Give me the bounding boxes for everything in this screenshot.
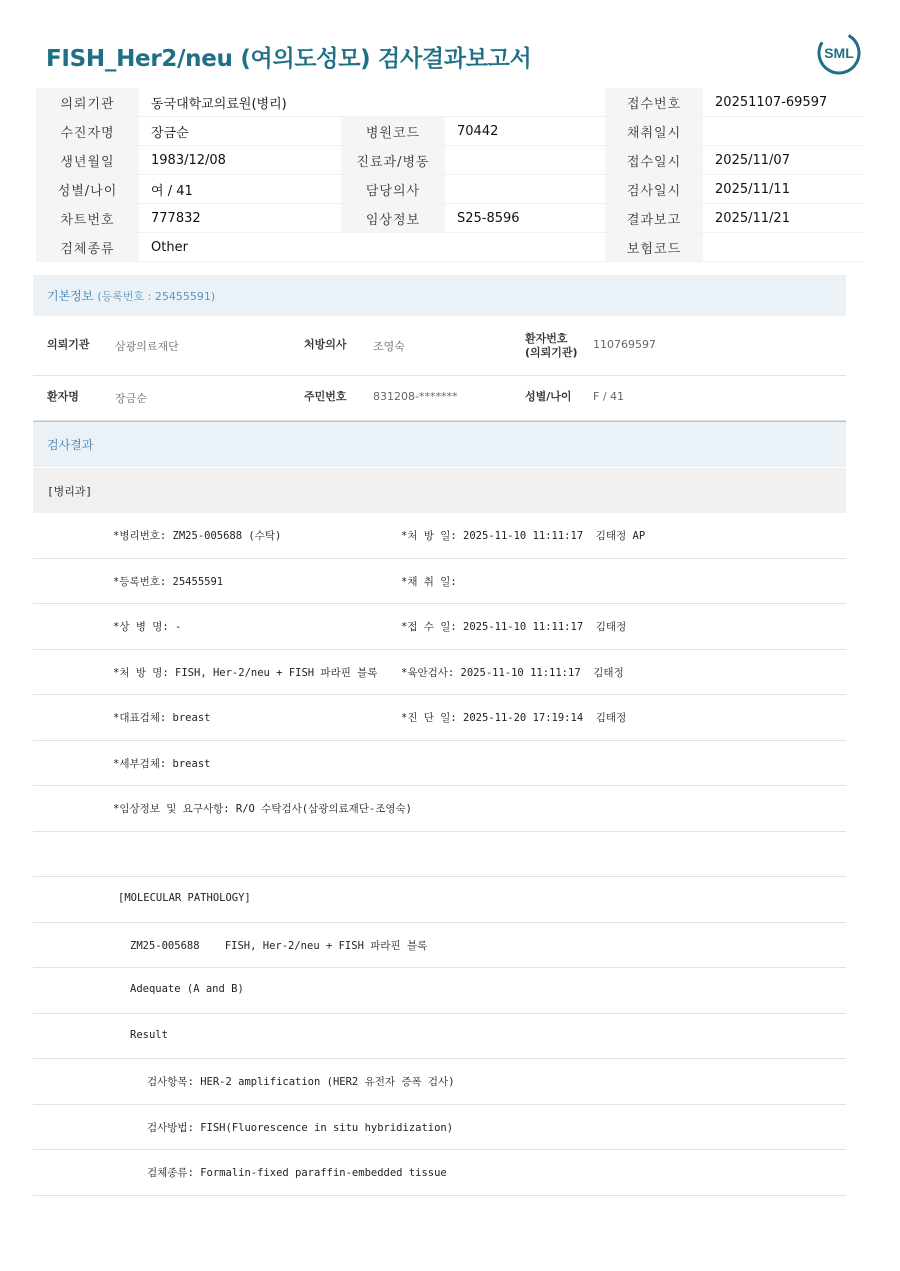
patient-no-value: 110769597 bbox=[593, 338, 656, 351]
result-row bbox=[33, 877, 846, 923]
report-title: FISH_Her2/neu (여의도성모) 검사결과보고서 bbox=[46, 46, 532, 72]
value-department bbox=[445, 146, 605, 175]
value-chart-no: 777832 bbox=[139, 204, 341, 233]
value-receipt-date: 2025/11/07 bbox=[703, 146, 864, 175]
header-row bbox=[36, 117, 864, 146]
result-row bbox=[33, 1105, 846, 1151]
result-row bbox=[33, 923, 846, 969]
header-row bbox=[36, 204, 864, 233]
result-row-right: *진 단 일: 2025-11-20 17:19:14 김태정 bbox=[401, 712, 627, 724]
result-row bbox=[33, 1150, 846, 1196]
label-result-report: 결과보고 bbox=[605, 204, 703, 233]
label-doctor: 담당의사 bbox=[341, 175, 445, 204]
label-receipt-date: 접수일시 bbox=[605, 146, 703, 175]
result-row bbox=[33, 604, 846, 650]
department-heading: [병리과] bbox=[33, 468, 846, 513]
result-row-left: Adequate (A and B) bbox=[130, 983, 244, 995]
rrn-label: 주민번호 bbox=[304, 390, 347, 403]
basic-info-title: 기본정보 bbox=[47, 289, 94, 303]
label-clinical-info: 임상정보 bbox=[341, 204, 445, 233]
result-row-left: *등록번호: 25455591 bbox=[113, 575, 224, 588]
patient-no-label-line1: 환자번호 bbox=[525, 332, 568, 345]
sex-age-value: F / 41 bbox=[593, 390, 625, 403]
result-row-right: *채 취 일: bbox=[401, 575, 457, 588]
label-patient-name: 수진자명 bbox=[36, 117, 139, 146]
result-row-left: Result bbox=[130, 1028, 168, 1041]
label-hospital-code: 병원코드 bbox=[341, 117, 445, 146]
value-insurance-code bbox=[703, 233, 864, 262]
result-row bbox=[33, 741, 846, 787]
rrn-value: 831208-******* bbox=[373, 390, 458, 403]
result-row-left: *처 방 명: FISH, Her-2/neu + FISH 파라핀 블록 bbox=[113, 666, 378, 679]
logo-text: SML bbox=[824, 45, 854, 61]
header-row bbox=[36, 88, 864, 117]
patient-no-label bbox=[525, 332, 578, 360]
result-row-right: *육안검사: 2025-11-10 11:11:17 김태정 bbox=[401, 666, 624, 679]
result-row-left: *병리번호: ZM25-005688 (수탁) bbox=[113, 530, 282, 542]
label-collect-date: 채취일시 bbox=[605, 117, 703, 146]
value-doctor bbox=[445, 175, 605, 204]
value-result-report: 2025/11/21 bbox=[703, 204, 864, 233]
value-collect-date bbox=[703, 117, 864, 146]
basic-info-heading bbox=[33, 275, 846, 316]
result-row bbox=[33, 832, 846, 878]
result-row bbox=[33, 786, 846, 832]
sml-logo bbox=[816, 30, 862, 76]
label-chart-no: 차트번호 bbox=[36, 204, 139, 233]
label-requester: 의뢰기관 bbox=[36, 88, 139, 117]
result-row bbox=[33, 650, 846, 696]
label-birthdate: 생년월일 bbox=[36, 146, 139, 175]
registration-number: (등록번호 : 25455591) bbox=[97, 289, 216, 303]
label-specimen-type: 검체종류 bbox=[36, 233, 139, 262]
value-clinical-info: S25-8596 bbox=[445, 204, 605, 233]
value-hospital-code: 70442 bbox=[445, 117, 605, 146]
basic-info-row-2 bbox=[33, 376, 846, 421]
requester-label: 의뢰기관 bbox=[47, 338, 90, 351]
result-row-left: [MOLECULAR PATHOLOGY] bbox=[118, 892, 251, 904]
value-sex-age: 여 / 41 bbox=[139, 175, 341, 204]
result-row bbox=[33, 968, 846, 1014]
result-row bbox=[33, 559, 846, 605]
result-row-left: ZM25-005688 FISH, Her-2/neu + FISH 파라핀 블록 bbox=[130, 939, 428, 952]
result-row-right: *처 방 일: 2025-11-10 11:11:17 김태정 AP bbox=[401, 530, 646, 542]
header-row bbox=[36, 233, 864, 262]
result-row-left: 검사방법: FISH(Fluorescence in situ hybridization) bbox=[147, 1121, 454, 1134]
label-sex-age: 성별/나이 bbox=[36, 175, 139, 204]
result-row-left: 검체종류: Formalin-fixed paraffin-embedded tissue bbox=[147, 1167, 447, 1179]
value-birthdate: 1983/12/08 bbox=[139, 146, 341, 175]
name-label: 환자명 bbox=[47, 390, 79, 403]
name-value: 장금순 bbox=[115, 392, 147, 405]
result-row bbox=[33, 1059, 846, 1105]
results-heading: 검사결과 bbox=[33, 421, 846, 467]
value-receipt-no: 20251107-69597 bbox=[703, 88, 864, 117]
label-insurance-code: 보험코드 bbox=[605, 233, 703, 262]
requester-value: 삼광의료재단 bbox=[115, 340, 179, 353]
value-test-date: 2025/11/11 bbox=[703, 175, 864, 204]
header-row bbox=[36, 146, 864, 175]
result-row-right: *접 수 일: 2025-11-10 11:11:17 김태정 bbox=[401, 621, 627, 633]
basic-info-row-1 bbox=[33, 316, 846, 376]
result-row bbox=[33, 1014, 846, 1060]
value-requester: 동국대학교의료원(병리) bbox=[139, 88, 605, 117]
value-patient-name: 장금순 bbox=[139, 117, 341, 146]
result-row bbox=[33, 695, 846, 741]
result-row-left: 검사항목: HER-2 amplification (HER2 유전자 증폭 검사) bbox=[147, 1076, 455, 1088]
result-row-left: *상 병 명: - bbox=[113, 621, 182, 633]
header-info-table bbox=[36, 88, 864, 262]
label-department: 진료과/병동 bbox=[341, 146, 445, 175]
sex-age-label: 성별/나이 bbox=[525, 390, 572, 403]
result-row-left: *대표검체: breast bbox=[113, 712, 211, 724]
result-row bbox=[33, 513, 846, 559]
label-receipt-no: 접수번호 bbox=[605, 88, 703, 117]
value-specimen-type: Other bbox=[139, 233, 605, 262]
patient-no-label-line2: (의뢰기관) bbox=[525, 346, 578, 359]
doctor-label: 처방의사 bbox=[304, 338, 347, 351]
label-test-date: 검사일시 bbox=[605, 175, 703, 204]
header-row bbox=[36, 175, 864, 204]
doctor-value: 조영숙 bbox=[373, 340, 405, 353]
result-row-left: *임상정보 및 요구사항: R/O 수탁검사(삼광의료재단-조영숙) bbox=[113, 803, 413, 815]
result-row-left: *세부검체: breast bbox=[113, 757, 211, 770]
